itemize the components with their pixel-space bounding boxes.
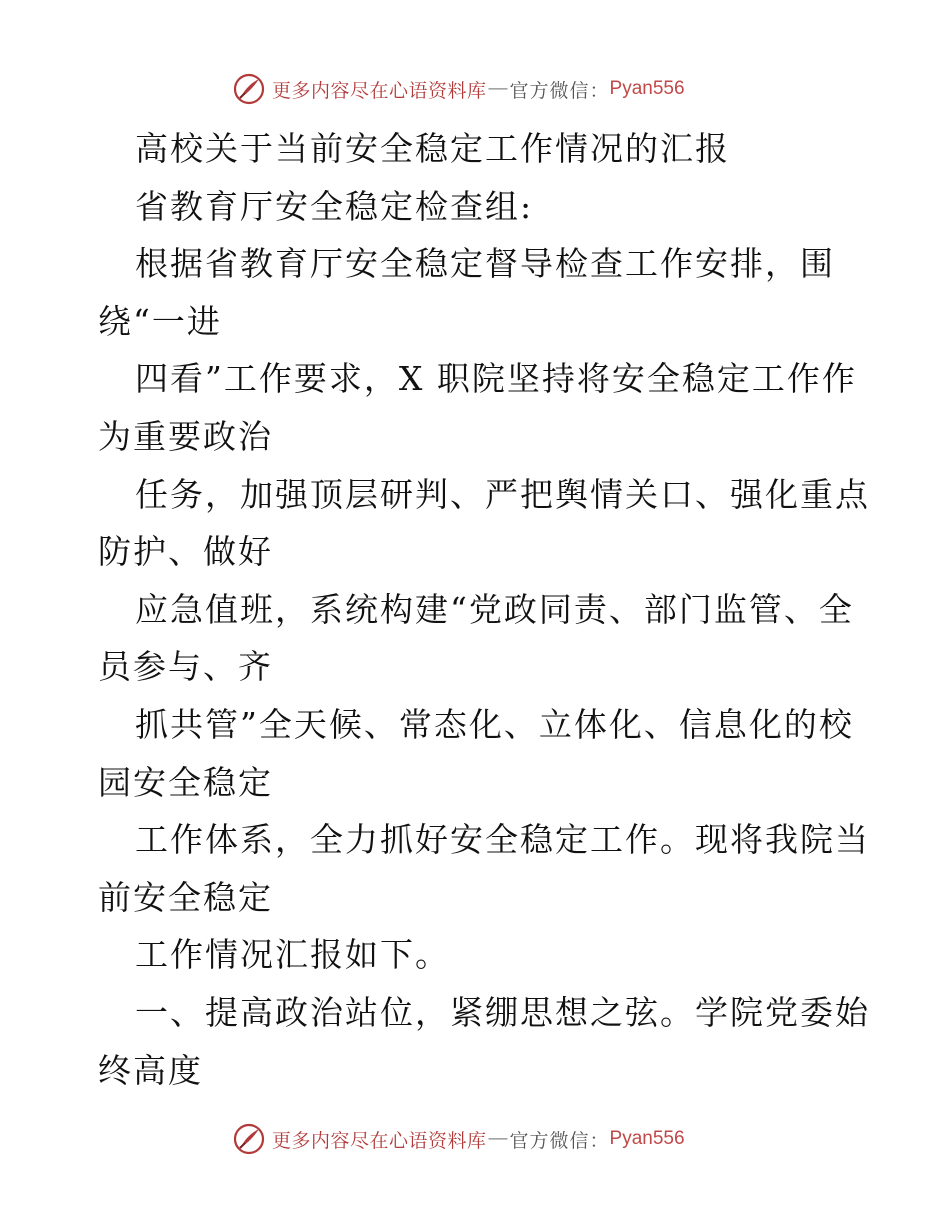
text-line: 为重要政治: [98, 416, 273, 456]
text-line: 一、提高政治站位，紧绷思想之弦。学院党委始: [135, 992, 870, 1032]
watermark-wechat-id: Pyan556: [609, 1128, 685, 1149]
text-line: 员参与、齐: [98, 647, 273, 687]
text-line: 根据省教育厅安全稳定督导检查工作安排，围: [135, 244, 835, 284]
watermark-text: 更多内容尽在心语资料库: [272, 1129, 487, 1152]
text-line: 终高度: [98, 1050, 203, 1090]
document-addressee: 省教育厅安全稳定检查组:: [135, 186, 534, 226]
quill-pen-icon: [232, 1122, 266, 1156]
text-line: 抓共管”全天候、常态化、立体化、信息化的校: [135, 704, 854, 744]
text-line: 前安全稳定: [98, 877, 273, 917]
footer-watermark: [232, 1122, 685, 1156]
watermark-wechat-label: 官方微信：: [509, 1129, 610, 1152]
text-line: 工作情况汇报如下。: [135, 935, 450, 975]
text-line: 园安全稳定: [98, 762, 273, 802]
text-line: 绕“一进: [98, 301, 222, 341]
watermark-wechat-id: Pyan556: [609, 78, 685, 99]
text-line: 任务，加强顶层研判、严把舆情关口、强化重点: [135, 474, 870, 514]
watermark-dash: —: [488, 1128, 508, 1149]
document-title: 高校关于当前安全稳定工作情况的汇报: [135, 129, 730, 168]
watermark-text: 更多内容尽在心语资料库: [272, 79, 487, 102]
header-watermark: [232, 72, 685, 106]
text-line: 四看”工作要求，X 职院坚持将安全稳定工作作: [135, 359, 857, 399]
watermark-dash: —: [488, 78, 508, 99]
document-body: [98, 120, 870, 1099]
watermark-wechat-label: 官方微信：: [509, 79, 610, 102]
quill-pen-icon: [232, 72, 266, 106]
text-line: 防护、做好: [98, 532, 273, 572]
text-line: 应急值班，系统构建“党政同责、部门监管、全: [135, 589, 854, 629]
text-line: 工作体系，全力抓好安全稳定工作。现将我院当: [135, 820, 870, 860]
